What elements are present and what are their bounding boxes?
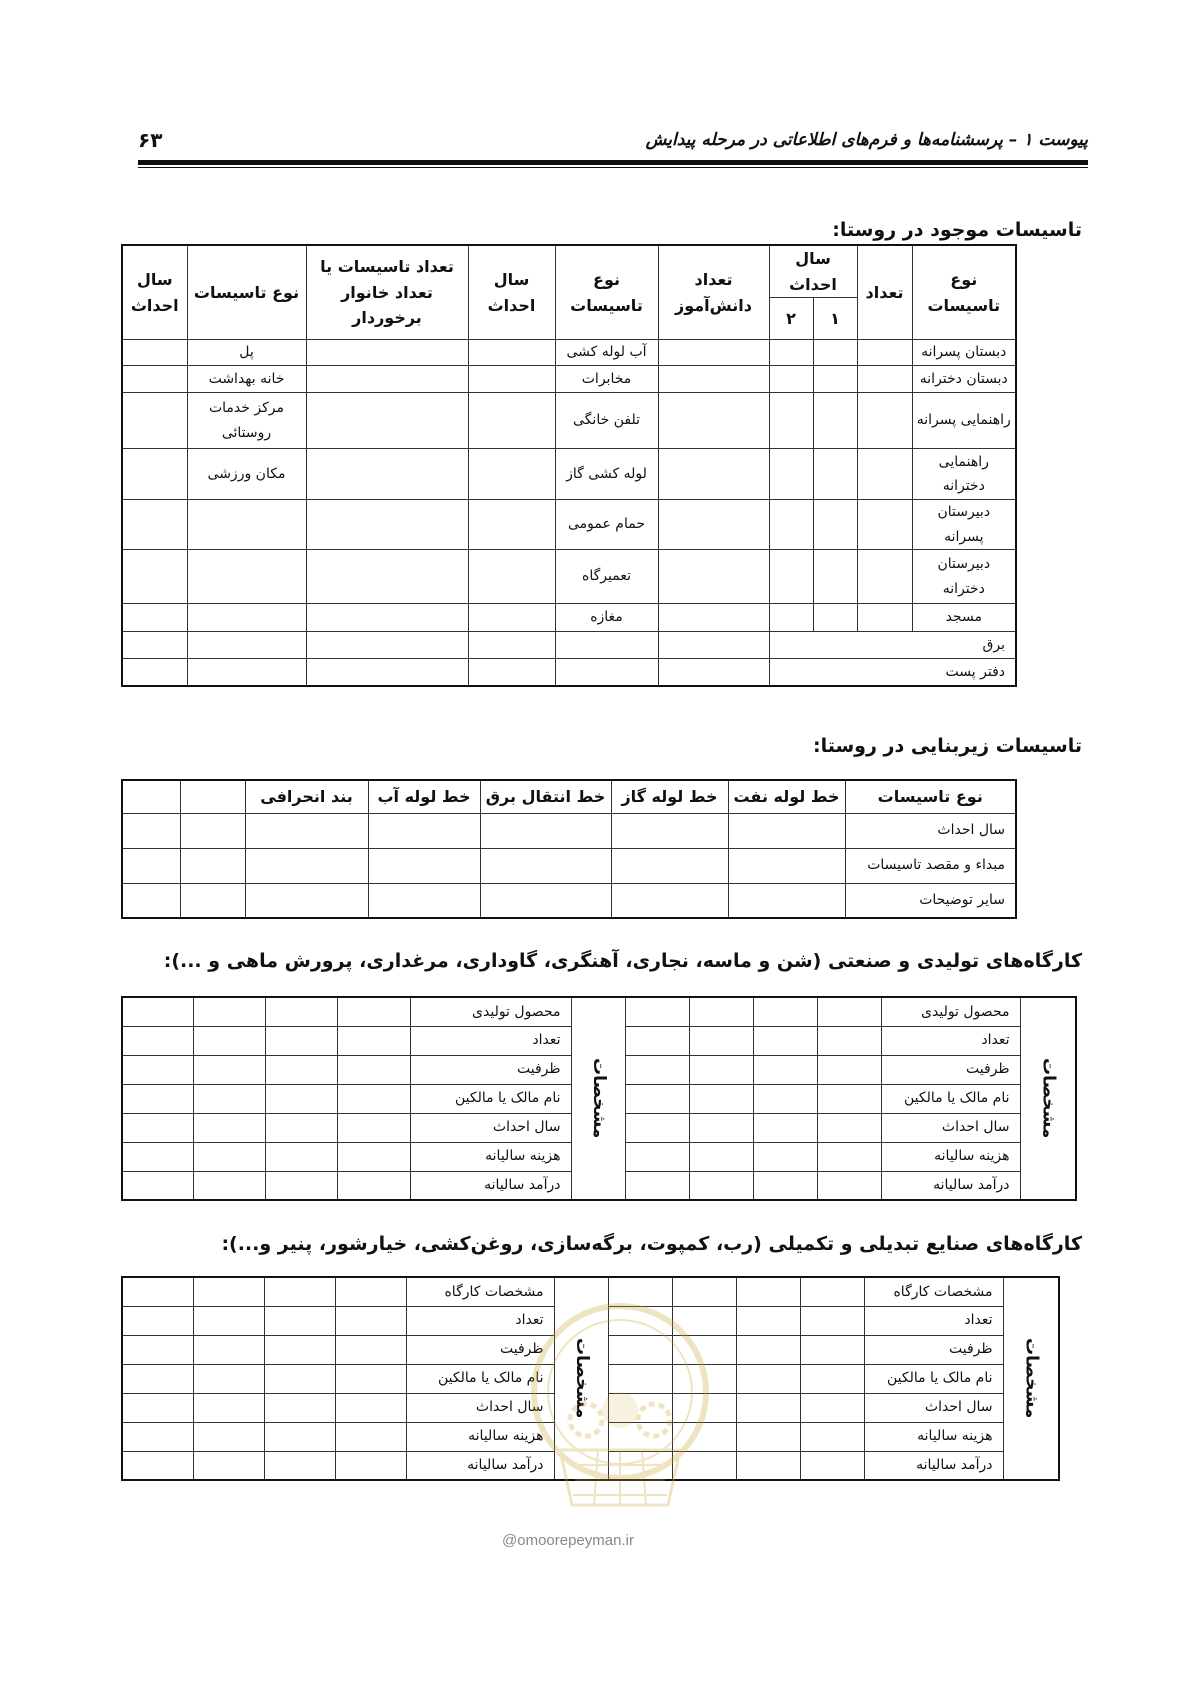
row-label: مشخصات کارگاه [864, 1277, 1003, 1306]
cell-text: لوله کشی گاز [555, 449, 658, 500]
site-watermark: @omoorepeyman.ir [502, 1532, 634, 1549]
header-title: پیوست ۱ – پرسشنامه‌ها و فرم‌های اطلاعاتی در مرحله پیدایش [645, 130, 1088, 150]
cell-text: حمام عمومی [555, 500, 658, 550]
row-label: نام مالک یا مالکین [864, 1364, 1003, 1393]
row-label: تعداد [406, 1306, 554, 1335]
running-header [138, 126, 1088, 162]
section4-title: کارگاه‌های صنایع تبدیلی و تکمیلی (رب، کمپوت، برگه‌سازی، روغن‌کشی، خیارشور، پنیر و...): [221, 1233, 1082, 1255]
header-gas-pipeline: خط لوله گاز [611, 780, 728, 813]
header-year-2: سال احداث [468, 245, 555, 340]
header-rule-thin [138, 167, 1088, 168]
cell-text: دبستان دخترانه [912, 366, 1016, 393]
header-facility-type: نوع تاسیسات [912, 245, 1016, 340]
row-label: درآمد سالیانه [864, 1451, 1003, 1480]
cell-text: پل [187, 340, 306, 366]
row-label: سال احداث [864, 1393, 1003, 1422]
header-students: تعداد دانش‌آموز [658, 245, 769, 340]
cell-text: خانه بهداشت [187, 366, 306, 393]
row-label: درآمد سالیانه [881, 1171, 1020, 1200]
cell-text: مسجد [912, 604, 1016, 632]
cell-text: مکان ورزشی [187, 449, 306, 500]
row-label: ظرفیت [881, 1055, 1020, 1084]
infrastructure-table [121, 779, 1017, 919]
header-year-2-sub: ۲ [769, 298, 813, 340]
processing-workshops-table [121, 1276, 1060, 1481]
row-label: تعداد [410, 1026, 571, 1055]
header-year: سال احداث [769, 245, 857, 298]
row-label: تعداد [864, 1306, 1003, 1335]
row-label: هزینه سالیانه [406, 1422, 554, 1451]
side-label: مشخصات [1003, 1277, 1059, 1480]
row-label: سال احداث [881, 1113, 1020, 1142]
row-label: درآمد سالیانه [410, 1171, 571, 1200]
row-label: سال احداث [410, 1113, 571, 1142]
existing-facilities-table [121, 244, 1017, 687]
cell-text: مخابرات [555, 366, 658, 393]
header-infra-type: نوع تاسیسات [845, 780, 1016, 813]
header-count: تعداد [857, 245, 912, 340]
header-water-pipeline: خط لوله آب [368, 780, 480, 813]
cell-text: راهنمایی دخترانه [912, 449, 1016, 500]
header-oil-pipeline: خط لوله نفت [728, 780, 845, 813]
row-label: نام مالک یا مالکین [406, 1364, 554, 1393]
production-workshops-table [121, 996, 1077, 1201]
row-label: درآمد سالیانه [406, 1451, 554, 1480]
cell-text: دبیرستان پسرانه [912, 500, 1016, 550]
cell-text: راهنمایی پسرانه [912, 393, 1016, 449]
cell-text: تعمیرگاه [555, 550, 658, 604]
side-label-2: مشخصات [571, 997, 625, 1200]
cell-text: دبیرستان دخترانه [912, 550, 1016, 604]
row-label: هزینه سالیانه [881, 1142, 1020, 1171]
row-label: مبداء و مقصد تاسیسات [845, 848, 1016, 883]
header-rule [138, 160, 1088, 165]
side-label: مشخصات [1020, 997, 1076, 1200]
row-label: تعداد [881, 1026, 1020, 1055]
header-diversion-dam: بند انحرافی [245, 780, 368, 813]
row-label: نام مالک یا مالکین [410, 1084, 571, 1113]
cell-text: تلفن خانگی [555, 393, 658, 449]
section1-title: تاسیسات موجود در روستا: [832, 219, 1082, 241]
header-households: تعداد تاسیسات یا تعداد خانوار برخوردار [306, 245, 468, 340]
header-year-1: ۱ [813, 298, 857, 340]
row-label: هزینه سالیانه [864, 1422, 1003, 1451]
header-facility-type-2: نوع تاسیسات [555, 245, 658, 340]
header-facility-type-3: نوع تاسیسات [187, 245, 306, 340]
side-label-2: مشخصات [554, 1277, 608, 1480]
cell-text: برق [769, 632, 1016, 659]
header-year-3: سال احداث [122, 245, 187, 340]
header-power-line: خط انتقال برق [480, 780, 611, 813]
row-label: هزینه سالیانه [410, 1142, 571, 1171]
row-label: سال احداث [406, 1393, 554, 1422]
row-label: سایر توضیحات [845, 883, 1016, 918]
cell-text: آب لوله کشی [555, 340, 658, 366]
row-label: ظرفیت [864, 1335, 1003, 1364]
row-label: سال احداث [845, 813, 1016, 848]
cell-text: دبستان پسرانه [912, 340, 1016, 366]
section2-title: تاسیسات زیربنایی در روستا: [813, 735, 1082, 757]
cell-text: مغازه [555, 604, 658, 632]
row-label: ظرفیت [410, 1055, 571, 1084]
section3-title: کارگاه‌های تولیدی و صنعتی (شن و ماسه، نجاری، آهنگری، گاوداری، مرغداری، پرورش ماهی و ...): [163, 950, 1082, 972]
cell-text: دفتر پست [769, 659, 1016, 686]
page-number: ۶۳ [138, 128, 163, 152]
row-label: محصول تولیدی [410, 997, 571, 1026]
row-label: محصول تولیدی [881, 997, 1020, 1026]
row-label: ظرفیت [406, 1335, 554, 1364]
row-label: نام مالک یا مالکین [881, 1084, 1020, 1113]
cell-text: مرکز خدمات روستائی [187, 393, 306, 449]
row-label: مشخصات کارگاه [406, 1277, 554, 1306]
